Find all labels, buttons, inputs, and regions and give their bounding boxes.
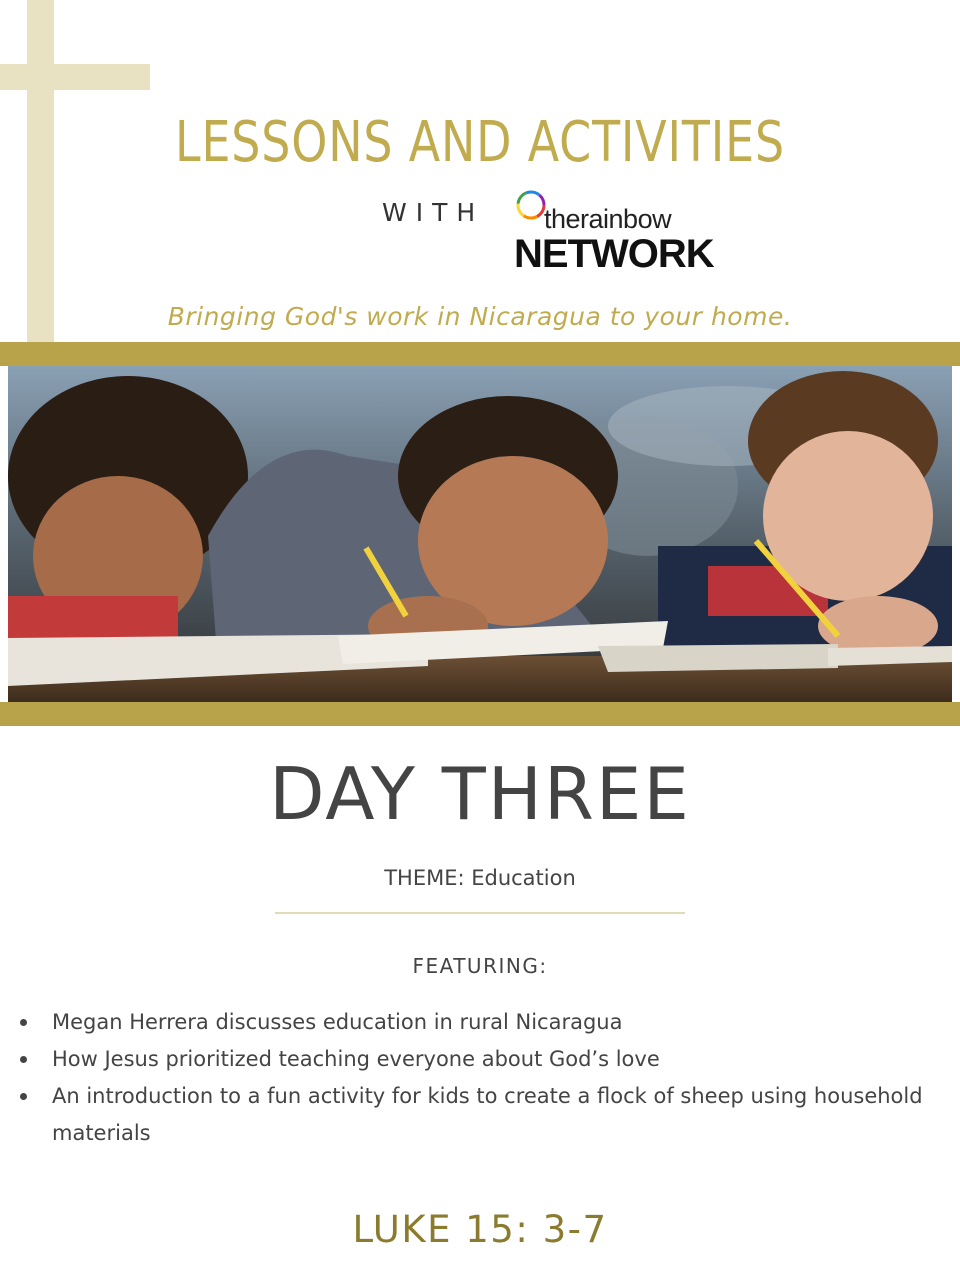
list-item: How Jesus prioritized teaching everyone about God’s love [52, 1041, 932, 1078]
divider [275, 912, 685, 914]
logo-text-big: NETWORK [514, 232, 714, 276]
page-title: LESSONS AND ACTIVITIES [175, 110, 785, 175]
theme-label: THEME: Education [384, 866, 576, 890]
with-label: WITH [382, 198, 485, 227]
list-item: Megan Herrera discusses education in rural Nicaragua [52, 1004, 932, 1041]
gold-band-top [0, 342, 960, 366]
tagline: Bringing God's work in Nicaragua to your home. [167, 302, 793, 331]
cross-icon [27, 0, 54, 344]
gold-band-bottom [0, 702, 960, 726]
featuring-label: FEATURING: [412, 954, 548, 978]
students-writing-photo [8, 366, 952, 702]
scripture-reference: LUKE 15: 3-7 [352, 1208, 608, 1251]
day-heading: DAY THREE [269, 752, 691, 836]
rainbow-network-logo [514, 188, 746, 280]
cross-icon-bar [0, 64, 150, 90]
rainbow-ring-icon [514, 188, 548, 222]
logo-text-small: therainbow [544, 204, 672, 234]
list-item: An introduction to a fun activity for kids to create a flock of sheep using household materials [52, 1078, 932, 1152]
featuring-list [52, 1004, 932, 1152]
